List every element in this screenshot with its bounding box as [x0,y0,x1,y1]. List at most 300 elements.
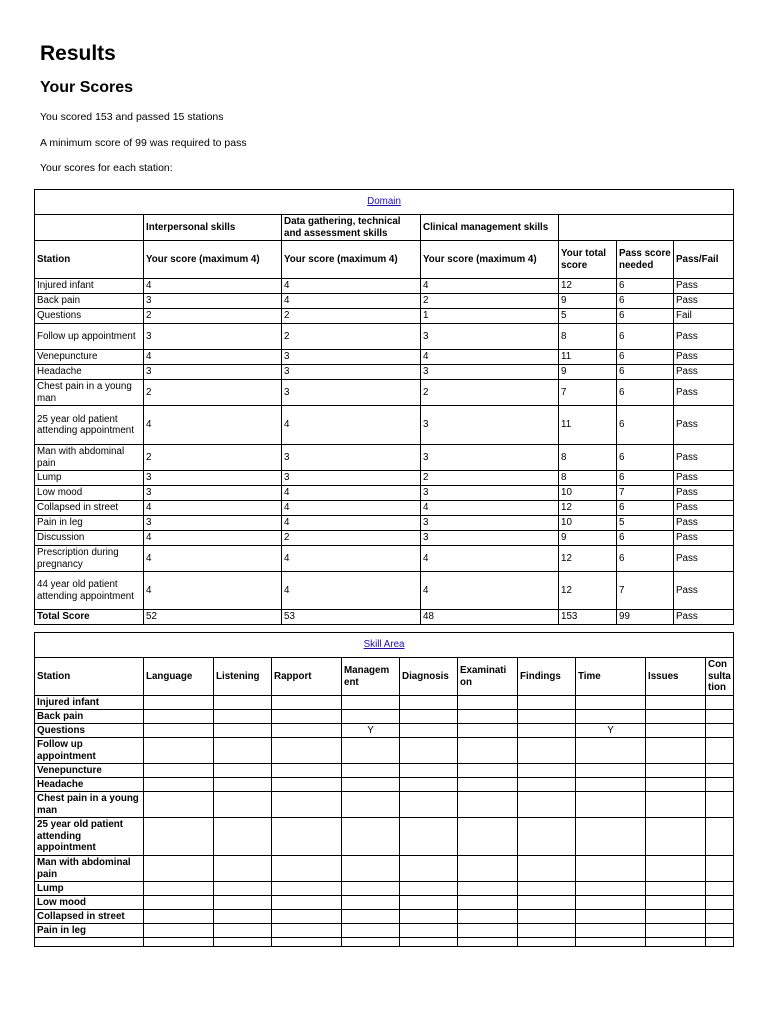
total-cell: 99 [617,610,674,625]
station-cell: Headache [35,365,144,380]
score-cell: 6 [617,471,674,486]
column-header: Issues [646,658,706,696]
score-cell: Pass [674,516,734,531]
station-cell: 25 year old patient attending appointment [35,406,144,445]
table-row [35,778,734,792]
column-header: Examinati on [458,658,518,696]
skill-flag-cell [518,696,576,710]
score-cell: 4 [282,501,421,516]
skill-flag-cell [458,710,518,724]
score-cell: Pass [674,294,734,309]
skill-flag-cell [272,778,342,792]
score-cell: 3 [421,406,559,445]
skill-flag-cell [646,818,706,856]
score-cell: 4 [282,546,421,572]
table-row [35,764,734,778]
score-cell: 6 [617,531,674,546]
skill-flag-cell [646,924,706,938]
skill-flag-cell [706,924,734,938]
skill-flag-cell [646,778,706,792]
skill-flag-cell [342,710,400,724]
table-row [35,710,734,724]
score-cell: 2 [144,380,282,406]
score-cell: 2 [144,445,282,471]
skill-flag-cell [458,724,518,738]
table-row [35,792,734,818]
skill-flag-cell [400,696,458,710]
column-header: Rapport [272,658,342,696]
skill-flag-cell [706,896,734,910]
table-row [35,546,734,572]
skill-flag-cell [342,882,400,896]
skill-flag-cell [646,738,706,764]
station-cell: Injured infant [35,279,144,294]
skill-flag-cell [458,818,518,856]
score-cell: 6 [617,501,674,516]
total-cell: 52 [144,610,282,625]
station-cell: Low mood [35,896,144,910]
score-cell: 8 [559,471,617,486]
skill-area-link[interactable]: Skill Area [363,639,405,651]
score-cell: 11 [559,406,617,445]
group-empty-cell [559,215,734,241]
station-cell: Back pain [35,710,144,724]
score-cell: 7 [617,486,674,501]
score-cell: 3 [282,350,421,365]
score-cell: 10 [559,516,617,531]
score-cell: 12 [559,572,617,610]
skill-flag-cell [214,724,272,738]
table-row [35,471,734,486]
score-cell: Fail [674,309,734,324]
skill-flag-cell [458,896,518,910]
skill-flag-cell [214,818,272,856]
table-row [35,896,734,910]
skill-flag-cell [144,896,214,910]
skill-flag-cell [342,778,400,792]
domain-group-row [35,215,734,241]
skill-flag-cell [272,792,342,818]
score-cell: 2 [282,531,421,546]
skill-flag-cell [458,882,518,896]
table-row [35,882,734,896]
score-cell: 4 [144,501,282,516]
skill-flag-cell [706,738,734,764]
table-row [35,696,734,710]
skill-flag-cell [400,910,458,924]
skill-flag-cell [272,896,342,910]
score-cell: Pass [674,279,734,294]
score-cell: 3 [144,486,282,501]
skill-flag-cell [400,938,458,947]
score-cell: 3 [282,471,421,486]
skill-flag-cell [458,764,518,778]
skill-flag-cell [576,696,646,710]
station-cell: Follow up appointment [35,324,144,350]
table-row [35,938,734,947]
skill-flag-cell [144,882,214,896]
score-cell: 3 [421,445,559,471]
score-cell: Pass [674,546,734,572]
skill-flag-cell [272,724,342,738]
station-cell: Low mood [35,486,144,501]
score-cell: 6 [617,445,674,471]
score-cell: 2 [421,294,559,309]
table-row [35,279,734,294]
column-header: Your score (maximum 4) [282,241,421,279]
skill-flag-cell [144,938,214,947]
total-cell: Pass [674,610,734,625]
station-cell: Pain in leg [35,924,144,938]
station-cell: Collapsed in street [35,501,144,516]
skill-flag-cell [706,856,734,882]
skill-flag-cell [576,896,646,910]
minimum-score-text: A minimum score of 99 was required to pass [40,137,247,149]
station-cell: Man with abdominal pain [35,445,144,471]
skill-flag-cell [400,882,458,896]
score-cell: 4 [421,350,559,365]
column-header: Findings [518,658,576,696]
skill-flag-cell [646,856,706,882]
score-cell: 6 [617,546,674,572]
skill-flag-cell [144,738,214,764]
score-cell: 6 [617,380,674,406]
score-cell: Pass [674,406,734,445]
table-row [35,516,734,531]
skill-flag-cell [646,938,706,947]
skill-area-table [34,632,734,947]
station-cell: 44 year old patient attending appointment [35,572,144,610]
table-row [35,406,734,445]
page-title: Results [40,42,116,65]
skill-flag-cell [706,792,734,818]
score-cell: Pass [674,365,734,380]
skill-flag-cell [400,738,458,764]
skill-flag-cell [342,924,400,938]
skill-flag-cell [458,856,518,882]
skill-flag-cell [518,710,576,724]
score-cell: 4 [144,350,282,365]
table-row [35,724,734,738]
skill-link-cell [35,633,734,658]
skill-flag-cell [144,778,214,792]
skill-flag-cell [214,882,272,896]
column-header: Con sulta tion [706,658,734,696]
station-cell: Headache [35,778,144,792]
score-cell: 2 [144,309,282,324]
skill-flag-cell [214,778,272,792]
station-cell: 25 year old patient attending appointment [35,818,144,856]
skill-flag-cell [144,924,214,938]
domain-scores-table [34,189,734,625]
column-header: Listening [214,658,272,696]
score-cell: Pass [674,501,734,516]
skill-flag-cell [576,938,646,947]
skill-flag-cell [144,724,214,738]
total-cell: 53 [282,610,421,625]
station-cell: Follow up appointment [35,738,144,764]
skill-flag-cell [518,882,576,896]
score-cell: 3 [282,445,421,471]
column-header: Diagnosis [400,658,458,696]
table-row [35,856,734,882]
score-cell: 2 [282,324,421,350]
score-cell: 8 [559,324,617,350]
skill-flag-cell [342,696,400,710]
skill-flag-cell [458,696,518,710]
score-cell: Pass [674,324,734,350]
skill-flag-cell [400,896,458,910]
group-empty-cell [35,215,144,241]
table-row [35,350,734,365]
total-cell: 153 [559,610,617,625]
score-cell: 4 [144,279,282,294]
skill-flag-cell [518,778,576,792]
skill-flag-cell [272,924,342,938]
skill-flag-cell [214,696,272,710]
station-cell: Discussion [35,531,144,546]
station-cell: Questions [35,724,144,738]
score-cell: 3 [421,365,559,380]
skill-flag-cell [400,710,458,724]
score-cell: 1 [421,309,559,324]
skill-flag-cell [272,764,342,778]
score-cell: 6 [617,350,674,365]
skill-flag-cell [706,696,734,710]
score-cell: Pass [674,445,734,471]
skill-flag-cell [576,924,646,938]
score-cell: 3 [144,294,282,309]
skill-flag-cell [576,910,646,924]
table-row [35,910,734,924]
station-cell: Chest pain in a young man [35,792,144,818]
skill-flag-cell [646,724,706,738]
domain-link-row [35,190,734,215]
column-header: Managem ent [342,658,400,696]
score-cell: 4 [144,406,282,445]
skill-flag-cell [706,710,734,724]
skill-flag-cell [706,818,734,856]
skill-flag-cell [400,724,458,738]
skill-flag-cell [214,938,272,947]
skill-flag-cell [706,764,734,778]
skill-flag-cell [576,792,646,818]
skill-flag-cell [646,764,706,778]
skill-flag-cell [576,710,646,724]
table-row [35,531,734,546]
station-cell: Venepuncture [35,350,144,365]
score-cell: 6 [617,279,674,294]
skill-flag-cell [272,938,342,947]
score-cell: 3 [282,380,421,406]
station-cell: Prescription during pregnancy [35,546,144,572]
skill-flag-cell [342,938,400,947]
skill-flag-cell [458,910,518,924]
score-cell: 10 [559,486,617,501]
score-cell: 7 [559,380,617,406]
score-cell: 3 [144,471,282,486]
table-row [35,818,734,856]
score-cell: 2 [282,309,421,324]
station-cell: Chest pain in a young man [35,380,144,406]
table-row [35,365,734,380]
skill-flag-cell [518,738,576,764]
domain-link-cell [35,190,734,215]
station-cell [35,938,144,947]
score-cell: 7 [617,572,674,610]
score-cell: 4 [282,406,421,445]
skill-flag-cell [144,792,214,818]
table-row [35,738,734,764]
skill-flag-cell [646,792,706,818]
score-cell: 4 [282,279,421,294]
station-cell: Lump [35,882,144,896]
score-cell: 9 [559,531,617,546]
domain-link[interactable]: Domain [367,196,401,208]
score-cell: 2 [421,471,559,486]
score-cell: 4 [144,572,282,610]
table-row [35,324,734,350]
skill-flag-cell [458,778,518,792]
column-header: Station [35,241,144,279]
column-header: Pass score needed [617,241,674,279]
score-cell: 3 [421,324,559,350]
score-cell: 3 [421,516,559,531]
skill-flag-cell [400,924,458,938]
skill-flag-cell [144,910,214,924]
score-cell: 4 [421,546,559,572]
column-header: Your score (maximum 4) [144,241,282,279]
skill-header-row [35,658,734,696]
skill-flag-cell [214,792,272,818]
skill-flag-cell [518,938,576,947]
skill-flag-cell [518,856,576,882]
skill-flag-cell [518,910,576,924]
skill-flag-cell [400,856,458,882]
group-header: Clinical management skills [421,215,559,241]
skill-flag-cell [646,910,706,924]
score-cell: 9 [559,365,617,380]
score-cell: 6 [617,294,674,309]
station-cell: Injured infant [35,696,144,710]
skill-flag-cell [144,818,214,856]
score-cell: 12 [559,501,617,516]
score-cell: 4 [282,516,421,531]
skill-flag-cell [342,818,400,856]
score-cell: Pass [674,380,734,406]
column-header: Language [144,658,214,696]
skill-flag-cell [400,778,458,792]
skill-flag-cell [576,856,646,882]
domain-header-row [35,241,734,279]
skill-flag-cell [458,792,518,818]
station-cell: Lump [35,471,144,486]
skill-flag-cell [576,738,646,764]
skill-flag-cell [518,764,576,778]
score-cell: 4 [282,572,421,610]
table-row [35,486,734,501]
skill-link-row [35,633,734,658]
score-summary: You scored 153 and passed 15 stations [40,111,224,123]
score-cell: Pass [674,486,734,501]
skill-flag-cell [214,910,272,924]
table-row [35,380,734,406]
score-cell: 4 [282,486,421,501]
score-cell: 3 [421,486,559,501]
score-cell: 6 [617,324,674,350]
skill-flag-cell [576,818,646,856]
score-cell: 6 [617,365,674,380]
table-row [35,501,734,516]
score-cell: 12 [559,546,617,572]
skill-flag-cell [518,924,576,938]
score-cell: 3 [144,324,282,350]
group-header: Interpersonal skills [144,215,282,241]
table-row [35,445,734,471]
skill-flag-cell [706,910,734,924]
column-header: Station [35,658,144,696]
skill-flag-cell [576,778,646,792]
station-cell: Man with abdominal pain [35,856,144,882]
skill-flag-cell [342,792,400,818]
skill-flag-cell [214,710,272,724]
score-cell: Pass [674,531,734,546]
score-cell: 5 [617,516,674,531]
skill-flag-cell: Y [576,724,646,738]
score-cell: 9 [559,294,617,309]
skill-flag-cell [458,738,518,764]
skill-flag-cell [646,696,706,710]
skill-flag-cell [458,938,518,947]
skill-flag-cell [576,882,646,896]
skill-flag-cell [458,924,518,938]
column-header: Pass/Fail [674,241,734,279]
scores-intro: Your scores for each station: [40,162,173,174]
station-cell: Questions [35,309,144,324]
skill-flag-cell [144,764,214,778]
skill-flag-cell [272,710,342,724]
skill-flag-cell [342,738,400,764]
station-cell: Collapsed in street [35,910,144,924]
total-label: Total Score [35,610,144,625]
skill-flag-cell [342,896,400,910]
score-cell: 4 [144,546,282,572]
skill-flag-cell [214,738,272,764]
column-header: Time [576,658,646,696]
skill-flag-cell: Y [342,724,400,738]
table-row [35,572,734,610]
skill-flag-cell [214,856,272,882]
skill-flag-cell [342,910,400,924]
skill-flag-cell [706,938,734,947]
skill-flag-cell [342,856,400,882]
skill-flag-cell [214,896,272,910]
skill-flag-cell [272,882,342,896]
skill-flag-cell [576,764,646,778]
skill-flag-cell [706,724,734,738]
skill-flag-cell [646,882,706,896]
score-cell: 6 [617,309,674,324]
skill-flag-cell [400,818,458,856]
score-cell: Pass [674,350,734,365]
score-cell: 3 [282,365,421,380]
section-title: Your Scores [40,79,134,96]
score-cell: 4 [421,501,559,516]
skill-flag-cell [272,738,342,764]
total-cell: 48 [421,610,559,625]
score-cell: 3 [144,516,282,531]
score-cell: Pass [674,471,734,486]
